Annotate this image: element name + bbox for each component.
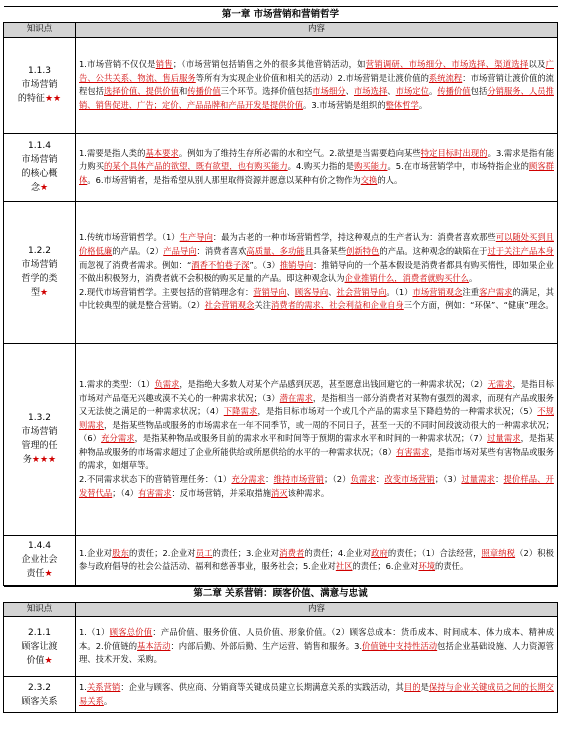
content-text: 。 [103, 695, 113, 706]
key-term: 销售 [155, 58, 173, 69]
content-text: 的满足，其中比较典型的就是整合营销。（2） [79, 286, 554, 311]
key-term: 顾客群体 [79, 161, 554, 185]
content-text: ；（4） [112, 487, 139, 498]
header-content: 内容 [76, 602, 558, 617]
key-term: 营销导向 [253, 286, 287, 297]
content-paragraph [79, 58, 554, 112]
content-text: 。 [418, 99, 428, 110]
content-text: 。 [428, 86, 438, 97]
content-text: 的责任；6.企业对 [352, 561, 419, 572]
key-term: 交换 [360, 174, 378, 185]
importance-stars: ★★ [44, 94, 62, 105]
key-term: 股东 [112, 547, 130, 558]
key-term: 保持与企业关键成员之间的长期交易关系 [79, 682, 554, 706]
key-term: 顾客总价值 [109, 627, 153, 638]
key-term: 照章纳税 [481, 547, 516, 558]
importance-stars: ★ [44, 655, 53, 666]
key-term: 潜在需求 [279, 392, 313, 403]
key-term: 整体哲学 [385, 99, 419, 110]
content-text: ，是指某些物品或服务的市场需求在一年不同季节，或一周的不同日子，甚至一天的不同时间段波动很大的一种需求状况；（6） [79, 419, 554, 444]
content-text: ： [495, 474, 504, 485]
knowledge-point-cell [4, 535, 76, 585]
content-text: 而忽视了消费者需求。例如：“ [79, 259, 192, 270]
importance-stars: ★★★ [31, 455, 57, 466]
content-text: 、 [345, 86, 354, 97]
chapter1-title: 第一章 市场营销和营销哲学 [4, 7, 558, 23]
content-text: 。3.需求是指有能力购买 [79, 147, 554, 172]
content-text: 且具备某些 [304, 245, 347, 256]
content-text: 等所有为实现企业价值和相关的活动）2.市场营销是让渡价值的 [195, 72, 429, 83]
content-text: 、 [387, 86, 396, 97]
content-text: 。4.购买力指的是 [287, 161, 355, 172]
content-text: ；（2） [324, 474, 351, 485]
content-text: 。3.市场营销是组织的 [303, 99, 386, 110]
key-term: 高质量、多功能 [246, 245, 305, 256]
content-text: ：市场营销让渡价值的流程包括 [79, 72, 554, 97]
content-paragraph [79, 378, 554, 473]
key-term: 推销导向 [279, 259, 314, 270]
key-term: 广告、公共关系、物流、售后服务 [79, 58, 554, 83]
header-content: 内容 [76, 23, 558, 38]
content-text: ： [265, 474, 274, 485]
importance-stars: ★ [39, 183, 49, 194]
knowledge-point-label: 的特征★★ [17, 94, 62, 105]
knowledge-point-label: 哲学的类 [21, 274, 58, 285]
key-term: 市场选择 [353, 86, 388, 97]
content-text: 2.现代市场营销哲学。主要包括的营销理念有： [79, 286, 254, 297]
content-text: 的人。 [377, 174, 403, 185]
header-row [4, 23, 558, 38]
content-paragraph [79, 147, 554, 188]
content-text: 的责任；（1）合法经营， [387, 547, 482, 558]
content-text: ：企业与顾客、供应商、分销商等关键成员建立长期满意关系的实践活动，其 [120, 682, 404, 693]
header-row [4, 602, 558, 617]
key-term: 员工 [195, 547, 213, 558]
knowledge-point-label: 市场营销 [21, 155, 58, 166]
key-term: 系统流程 [428, 72, 463, 83]
header-knowledge-point: 知识点 [4, 602, 76, 617]
table-row [4, 617, 558, 677]
content-text: ：反市场营销，并采取措施 [171, 487, 272, 498]
key-term: 市场定位 [395, 86, 429, 97]
content-text: 的责任；4.企业对 [304, 547, 372, 558]
chapter1-table [3, 6, 558, 586]
content-text: 1.需要是指人类的 [79, 147, 146, 158]
knowledge-point-label: 型★ [30, 288, 49, 299]
key-term: 客户需求 [479, 286, 513, 297]
content-text: ：内部后勤、外部后勤、生产运营、销售和服务。3. [170, 640, 362, 651]
key-term: 顾客导向 [294, 286, 329, 297]
key-term: 特定目标时出现的 [420, 147, 488, 158]
content-cell [76, 677, 558, 713]
knowledge-point-label: 1.1.4 [28, 141, 51, 152]
content-text: 包括企业基础设施、人力资源管理、技术开发、采购。 [79, 640, 554, 665]
key-term: 社会营销导向 [336, 286, 387, 297]
content-text: 1.市场营销不仅仅是 [79, 58, 156, 69]
content-text: 、 [328, 286, 337, 297]
content-text: 1.需求的类型：（1） [79, 378, 155, 389]
knowledge-point-label: 2.3.2 [28, 682, 51, 693]
content-text: 包括 [470, 86, 488, 97]
content-text: ，是指目标市场对一个或几个产品的需求呈下降趋势的一种需求状况；（5） [257, 406, 538, 417]
content-text: 。（1） [386, 286, 413, 297]
knowledge-point-cell [4, 677, 76, 713]
content-text: 的责任；2.企业对 [129, 547, 196, 558]
content-text: ，是指相当一部分消费者对某物有强烈的渴求，而现有产品或服务又无法使之满足的一种需求状况；（4） [79, 392, 554, 417]
key-term: 无需求 [487, 378, 513, 389]
key-term: 关系营销 [86, 682, 121, 693]
key-term: 有害需求 [138, 487, 172, 498]
knowledge-point-cell [4, 343, 76, 535]
key-term: 价值链中支持性活动 [361, 640, 438, 651]
table-row [4, 37, 558, 133]
key-term: 消费者的需求、社会利益和企业自身 [271, 300, 404, 311]
knowledge-point-cell [4, 201, 76, 343]
knowledge-point-label: 念★ [30, 183, 49, 194]
knowledge-point-label: 管理的任 [21, 441, 58, 452]
knowledge-point-label: 市场营销 [21, 80, 58, 91]
importance-stars: ★ [44, 569, 53, 580]
key-term: 消费者 [279, 547, 305, 558]
key-term: 过于关注产品本身 [487, 245, 554, 256]
key-term: 创新特色 [346, 245, 380, 256]
content-text: 、 [286, 286, 295, 297]
knowledge-point-label: 1.1.3 [28, 66, 51, 77]
key-term: 环境 [418, 561, 436, 572]
knowledge-point-label: 顾客让渡 [21, 641, 58, 652]
table-row [4, 343, 558, 535]
content-paragraph [79, 547, 554, 574]
knowledge-point-label: 顾客关系 [21, 696, 58, 707]
table-row [4, 201, 558, 343]
key-term: 产品导向 [163, 245, 197, 256]
content-text: 三个环节。选择价值包括 [220, 86, 313, 97]
key-term: 酒香不怕巷子深 [191, 259, 250, 270]
content-text: 注重 [462, 286, 480, 297]
knowledge-point-label: 价值★ [26, 655, 53, 666]
content-text: 。5.在市场营销学中，市场特指企业的 [387, 161, 529, 172]
chapter-title-row [4, 586, 558, 602]
content-cell [76, 37, 558, 133]
content-text: ，是指某种物品或服务的市场需求超过了企业所能供给或所愿供给的水平的一种需求状况；（8） [79, 433, 554, 457]
key-term: 负需求 [350, 474, 376, 485]
key-term: 充分需求 [101, 433, 135, 444]
content-text: ；（市场营销包括销售之外的很多其他营销活动，如 [172, 58, 366, 69]
key-term: 下降需求 [223, 406, 258, 417]
content-text: 的产品。这种观念的缺陷在于 [379, 245, 488, 256]
table-row [4, 535, 558, 585]
content-cell [76, 617, 558, 677]
key-term: 政府 [371, 547, 388, 558]
content-text: 1. [79, 682, 87, 693]
content-text: 是 [420, 682, 429, 693]
key-term: 维持市场营销 [273, 474, 325, 485]
content-text: ： [375, 474, 385, 485]
content-text: ：最为古老的一种市场营销哲学，持这种观点的生产者认为：消费者喜欢那些 [212, 232, 496, 243]
content-text: ，是指绝大多数人对某个产品感到厌恶，甚至愿意出钱回避它的一种需求状况；（2） [179, 378, 488, 389]
content-text: 2.不同需求状态下的营销管理任务：（1） [79, 474, 232, 485]
key-term: 提价样品、开发替代品 [79, 474, 554, 498]
content-text: 1.传统市场营销哲学。（1） [79, 232, 180, 243]
key-term: 目的 [403, 682, 421, 693]
key-term: 分销服务、人员推销、销售促进、广告；定价、产品品牌和产品开发是提供价值 [79, 86, 554, 110]
key-term: 传播价值 [437, 86, 471, 97]
content-text: 的责任；3.企业对 [212, 547, 280, 558]
key-term: 改变市场营销 [384, 474, 435, 485]
knowledge-point-label: 企业社会 [21, 555, 58, 566]
key-term: 的某个具体产品的欲望，既有欲望，也有购买能力 [104, 161, 288, 172]
chapter2-title: 第二章 关系营销：顾客价值、满意与忠诚 [4, 586, 558, 602]
content-text: 三个方面，例如：“环保”、“健康”理念。 [403, 300, 554, 311]
key-term: 企业推销什么，消费者就购买什么 [344, 273, 469, 284]
content-text: 。6.市场营销者，是指希望从别人那里取得资源并愿意以某种有价之物作为 [87, 174, 361, 185]
content-text: 该种需求。 [287, 487, 330, 498]
knowledge-point-cell [4, 617, 76, 677]
content-text: （2）积极参与政府倡导的社会公益活动、福利和慈善事业，服务社会；5.企业对 [79, 547, 554, 572]
key-term: 负需求 [154, 378, 180, 389]
key-term: 基本要求 [145, 147, 179, 158]
knowledge-point-label: 1.4.4 [28, 541, 51, 552]
key-term: 过量需求 [461, 474, 496, 485]
chapter-title-row [4, 7, 558, 23]
key-term: 营销调研、市场细分、市场选择、渠道选择 [365, 58, 529, 69]
knowledge-point-label: 1.3.2 [28, 413, 51, 424]
key-term: 社区 [335, 561, 353, 572]
knowledge-point-label: 市场营销 [21, 260, 58, 271]
content-text: 。例如为了维持生存所必需的水和空气。2.欲望是当需要趋向某些 [178, 147, 421, 158]
content-text: ；（3） [434, 474, 462, 485]
key-term: 购买能力 [354, 161, 388, 172]
content-text: ”。（3） [249, 259, 280, 270]
key-term: 基本活动 [137, 640, 171, 651]
content-text: 。 [468, 273, 478, 284]
importance-stars: ★ [39, 288, 49, 299]
document-page [3, 6, 558, 713]
content-text: 以及 [528, 58, 546, 69]
key-term: 消灭 [271, 487, 288, 498]
content-text: ：推销导向的一个基本假设是消费者都具有购买惰性，即如果企业不做出积极努力，消费者就不会积极的购买足量的产品。即这种观念认为 [79, 259, 554, 284]
key-term: 可以随处买到且价格低廉 [79, 232, 554, 256]
content-text: 的责任。 [435, 561, 469, 572]
content-text: 的产品。（2） [112, 245, 164, 256]
knowledge-point-cell [4, 37, 76, 133]
header-knowledge-point: 知识点 [4, 23, 76, 38]
content-paragraph [79, 681, 554, 708]
chapter2-table [3, 586, 558, 714]
key-term: 市场营销观念 [412, 286, 463, 297]
content-paragraph [79, 231, 554, 285]
key-term: 市场细分 [312, 86, 346, 97]
table-row [4, 677, 558, 713]
content-cell [76, 201, 558, 343]
content-text: ，是指目标市场对产品毫无兴趣或漠不关心的一种需求状况；（3） [79, 378, 554, 403]
content-text: ，是指市场对某些有害物品或服务的需求，如烟草等。 [79, 446, 554, 471]
content-cell [76, 343, 558, 535]
content-cell [76, 535, 558, 585]
table-row [4, 133, 558, 201]
knowledge-point-label: 2.1.1 [28, 627, 51, 638]
key-term: 不规则需求 [79, 406, 554, 430]
key-term: 选择价值、提供价值 [104, 86, 179, 97]
content-text: ：产品价值、服务价值、人员价值、形象价值。（2）顾客总成本：货币成本、时间成本、体力成本、精神成本。2.价值链的 [79, 627, 554, 651]
knowledge-point-label: 1.2.2 [28, 246, 51, 257]
content-paragraph [79, 626, 554, 667]
content-text: 1.（1） [79, 627, 110, 638]
key-term: 有害需求 [396, 446, 430, 457]
knowledge-point-label: 责任★ [26, 569, 53, 580]
content-cell [76, 133, 558, 201]
content-text: 1.企业对 [79, 547, 113, 558]
content-paragraph [79, 473, 554, 500]
knowledge-point-label: 务★★★ [22, 455, 57, 466]
key-term: 生产导向 [179, 232, 213, 243]
content-text: ，是指某种物品或服务目前的需求水平和时间等于预期的需求水平和时间的一种需求状况；（7） [134, 433, 488, 444]
key-term: 社会营销观念 [204, 300, 255, 311]
key-term: 充分需求 [231, 474, 266, 485]
content-text: 关注 [254, 300, 271, 311]
knowledge-point-cell [4, 133, 76, 201]
key-term: 传播价值 [187, 86, 221, 97]
key-term: 过量需求 [487, 433, 521, 444]
content-text: 和 [178, 86, 188, 97]
knowledge-point-label: 市场营销 [21, 427, 58, 438]
knowledge-point-label: 的核心概 [21, 169, 58, 180]
content-paragraph [79, 286, 554, 313]
content-text: ：消费者喜欢 [196, 245, 247, 256]
